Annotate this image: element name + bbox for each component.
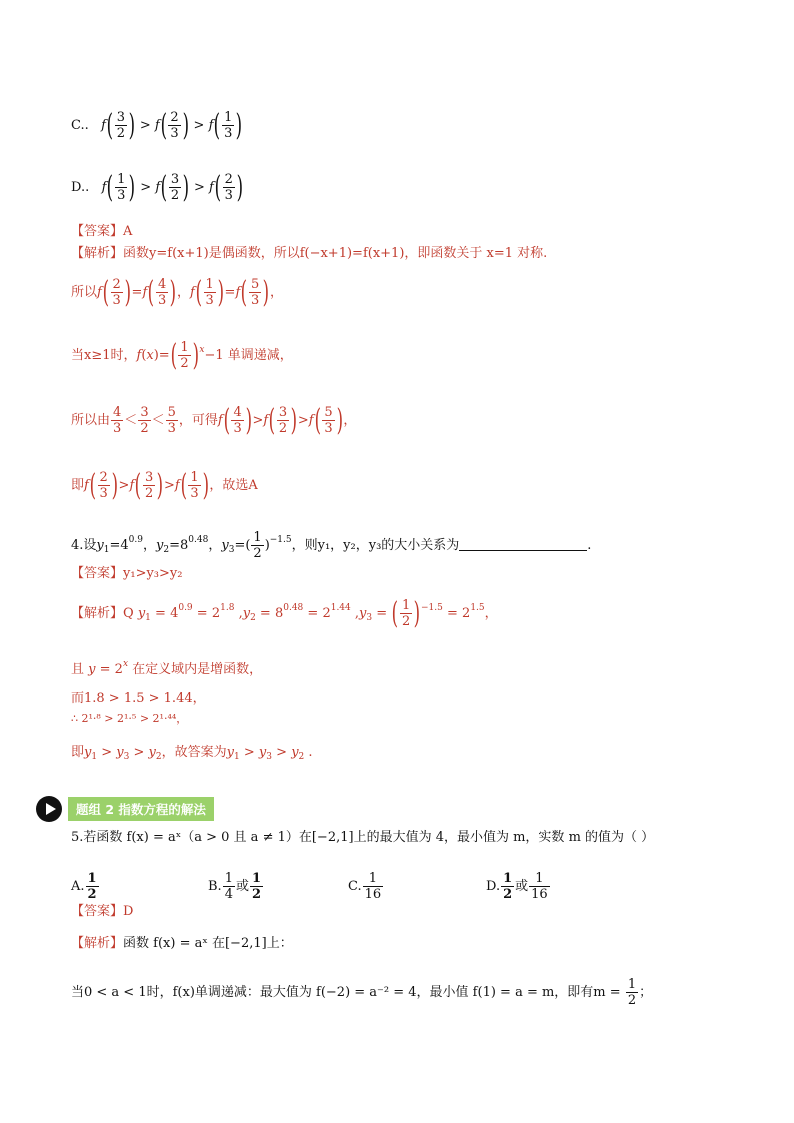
q3-answer: 【答案】A [71,224,133,239]
q3-analysis-line1: 【解析】函数y=f(x+1)是偶函数，所以f(−x+1)=f(x+1)，即函数关于 x=1 对称. [71,246,548,261]
section-title: 题组 2 指数方程的解法 [68,797,214,821]
option-d: D.. f( $\frac{1}{3}$ ) > f( $\frac{3}{2}$ ) > f( $\frac{2}{3}$ ) [71,169,243,205]
q4-analysis-line1: 【解析】Q $y_1 = 4^{0.9} = 2^{1.8}$ $,y_2 = 8^{0.48} = 2^{1.44}$ $,y_3$ = ( $\frac{1}{2}$ )$^{-1.5} = 2^{1.5}$， [71,595,498,631]
q5-answer: 【答案】D [71,904,134,919]
q5-option-c: C. $\frac{1}{16}$ [348,871,382,902]
q3-analysis-line2: 所以f( $\frac{2}{3}$ )=f( $\frac{4}{3}$ )，f( $\frac{1}{3}$ )=f( $\frac{5}{3}$ )， [71,274,283,310]
q5-question: 5.若函数 f(x) = aˣ（a > 0 且 a ≠ 1）在[−2,1]上的最大值为 4，最小值为 m，实数 m 的值为（ ） [71,830,655,845]
q3-analysis-line5: 即f( $\frac{2}{3}$ )>f( $\frac{3}{2}$ )>f( $\frac{1}{3}$ )，故选A [71,467,258,503]
q3-analysis-line4: 所以由 $\frac{4}{3}$ ＜ $\frac{3}{2}$ ＜ $\frac{5}{3}$ ，可得f( $\frac{4}{3}$ )>f( $\frac{3}{2}$ )>f( $\frac{5}{3}$ )， [71,402,357,438]
section-header [36,796,214,822]
q5-analysis-line1: 【解析】函数 f(x) = aˣ 在[−2,1]上： [71,936,293,951]
play-icon [36,796,62,822]
q5-option-a: A. $\frac{1}{2}$ [71,871,97,902]
q5-option-d: D. $\frac{1}{2}$ 或 $\frac{1}{16}$ [486,871,548,902]
option-c: C.. f( $\frac{3}{2}$ ) > f( $\frac{2}{3}$ ) > f( $\frac{1}{3}$ ) [71,107,243,143]
q5-analysis-line2: 当0 < a < 1时，f(x)单调递减：最大值为 f(−2) = a⁻² = 4，最小值 f(1) = a = m，即有m = $\frac{1}{2}$ ； [71,977,653,1008]
q3-analysis-line3: 当x≥1时，f(x)=( $\frac{1}{2}$ )$^x$−1 单调递减， [71,337,293,373]
q4-answer: 【答案】y₁>y₃>y₂ [71,566,183,581]
q5-option-b: B. $\frac{1}{4}$ 或 $\frac{1}{2}$ [208,871,262,902]
q4-question: 4.设$y_1=4^{0.9}$，$y_2=8^{0.48}$，$y_3=$( $\frac{1}{2}$ )$^{-1.5}$，则y₁，y₂，y₃的大小关系为 . [71,530,592,561]
q4-analysis-line5: 即$y_1 > y_3 > y_2$，故答案为$y_1 > y_3 > y_2$ . [71,745,313,762]
q4-analysis-line4: ∴ 2¹·⁸ > 2¹·⁵ > 2¹·⁴⁴， [71,712,188,725]
q4-analysis-line3: 而1.8 > 1.5 > 1.44， [71,691,206,706]
answer-blank [459,549,587,551]
q4-analysis-line2: 且 $y = 2^x$ 在定义域内是增函数， [71,659,263,677]
